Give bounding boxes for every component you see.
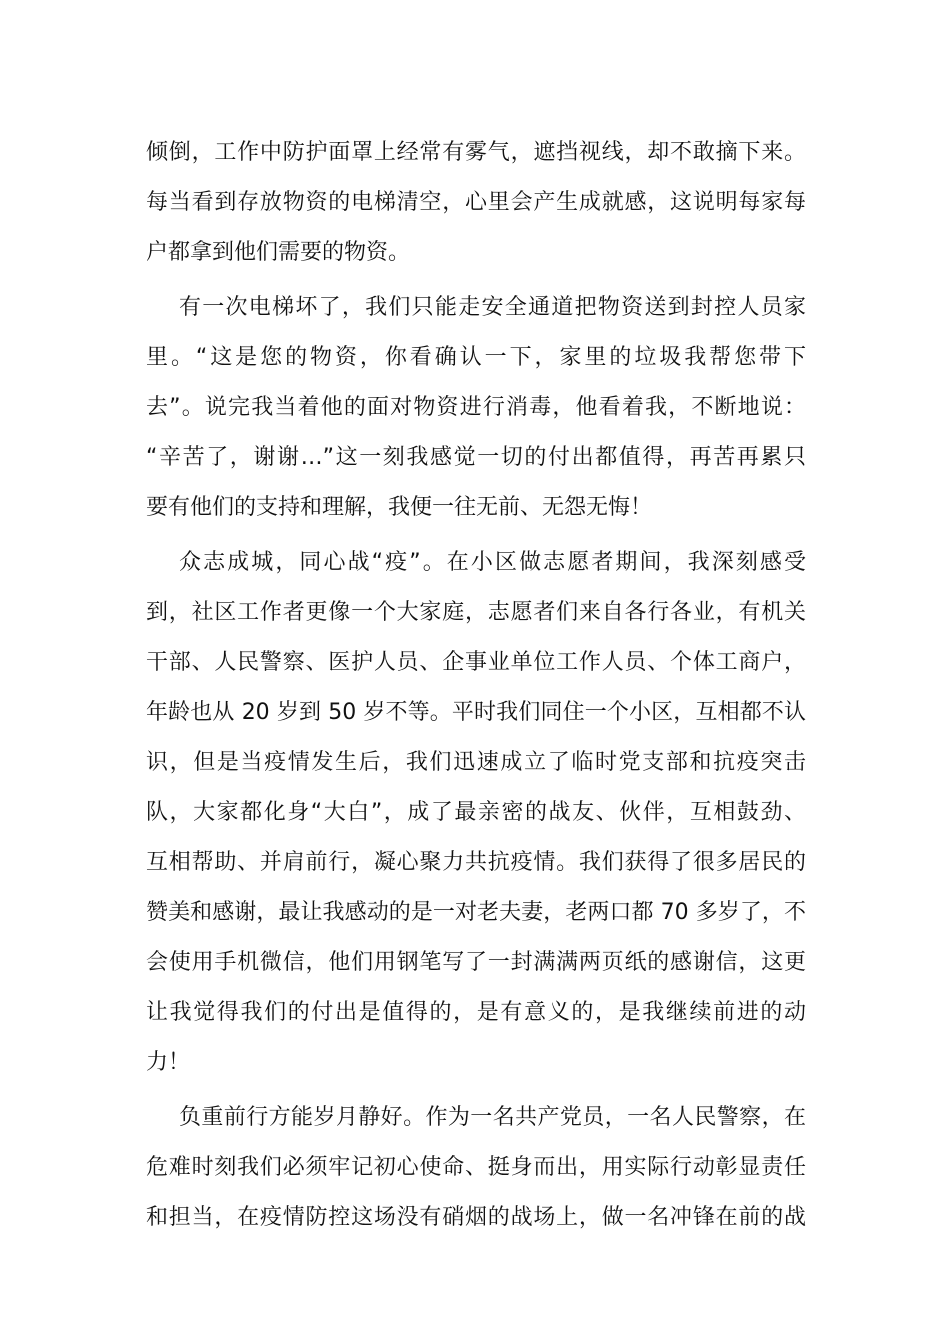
text-line: 赞美和感谢，最让我感动的是一对老夫妻，老两口都 70 多岁了，不 [146, 900, 806, 925]
text-line: 负重前行方能岁月静好。作为一名共产党员，一名人民警察，在 [179, 1105, 806, 1130]
document-body [146, 128, 806, 1243]
text-line: 众志成城，同心战“疫”。在小区做志愿者期间，我深刻感受 [179, 550, 806, 575]
paragraph [146, 1093, 806, 1243]
text-line: 有一次电梯坏了，我们只能走安全通道把物资送到封控人员家 [179, 295, 806, 320]
text-line: 户都拿到他们需要的物资。 [146, 240, 411, 265]
text-line: 识，但是当疫情发生后，我们迅速成立了临时党支部和抗疫突击 [146, 750, 806, 775]
text-line: 危难时刻我们必须牢记初心使命、挺身而出，用实际行动彰显责任 [146, 1155, 806, 1180]
text-line: 里。“这是您的物资，你看确认一下，家里的垃圾我帮您带下 [146, 345, 806, 370]
text-line: 会使用手机微信，他们用钢笔写了一封满满两页纸的感谢信，这更 [146, 950, 806, 975]
paragraph [146, 128, 806, 278]
text-line: 干部、人民警察、医护人员、企事业单位工作人员、个体工商户， [146, 650, 806, 675]
paragraph [146, 538, 806, 1088]
text-line: 队，大家都化身“大白”，成了最亲密的战友、伙伴，互相鼓劲、 [146, 800, 806, 825]
text-line: 到，社区工作者更像一个大家庭，志愿者们来自各行各业，有机关 [146, 600, 806, 625]
text-line: 倾倒，工作中防护面罩上经常有雾气，遮挡视线，却不敢摘下来。 [146, 140, 806, 165]
text-line: 让我觉得我们的付出是值得的，是有意义的，是我继续前进的动 [146, 1000, 806, 1025]
text-line: 每当看到存放物资的电梯清空，心里会产生成就感，这说明每家每 [146, 190, 806, 215]
text-line: 和担当，在疫情防控这场没有硝烟的战场上，做一名冲锋在前的战 [146, 1205, 806, 1230]
text-line: 去”。说完我当着他的面对物资进行消毒，他看着我，不断地说： [146, 395, 806, 420]
text-line: 力！ [146, 1050, 191, 1075]
text-line: 年龄也从 20 岁到 50 岁不等。平时我们同住一个小区，互相都不认 [146, 700, 806, 725]
text-line: 互相帮助、并肩前行，凝心聚力共抗疫情。我们获得了很多居民的 [146, 850, 806, 875]
paragraph [146, 283, 806, 533]
text-line: 要有他们的支持和理解，我便一往无前、无怨无悔！ [146, 495, 653, 520]
text-line: “辛苦了，谢谢…”这一刻我感觉一切的付出都值得，再苦再累只 [146, 445, 806, 470]
